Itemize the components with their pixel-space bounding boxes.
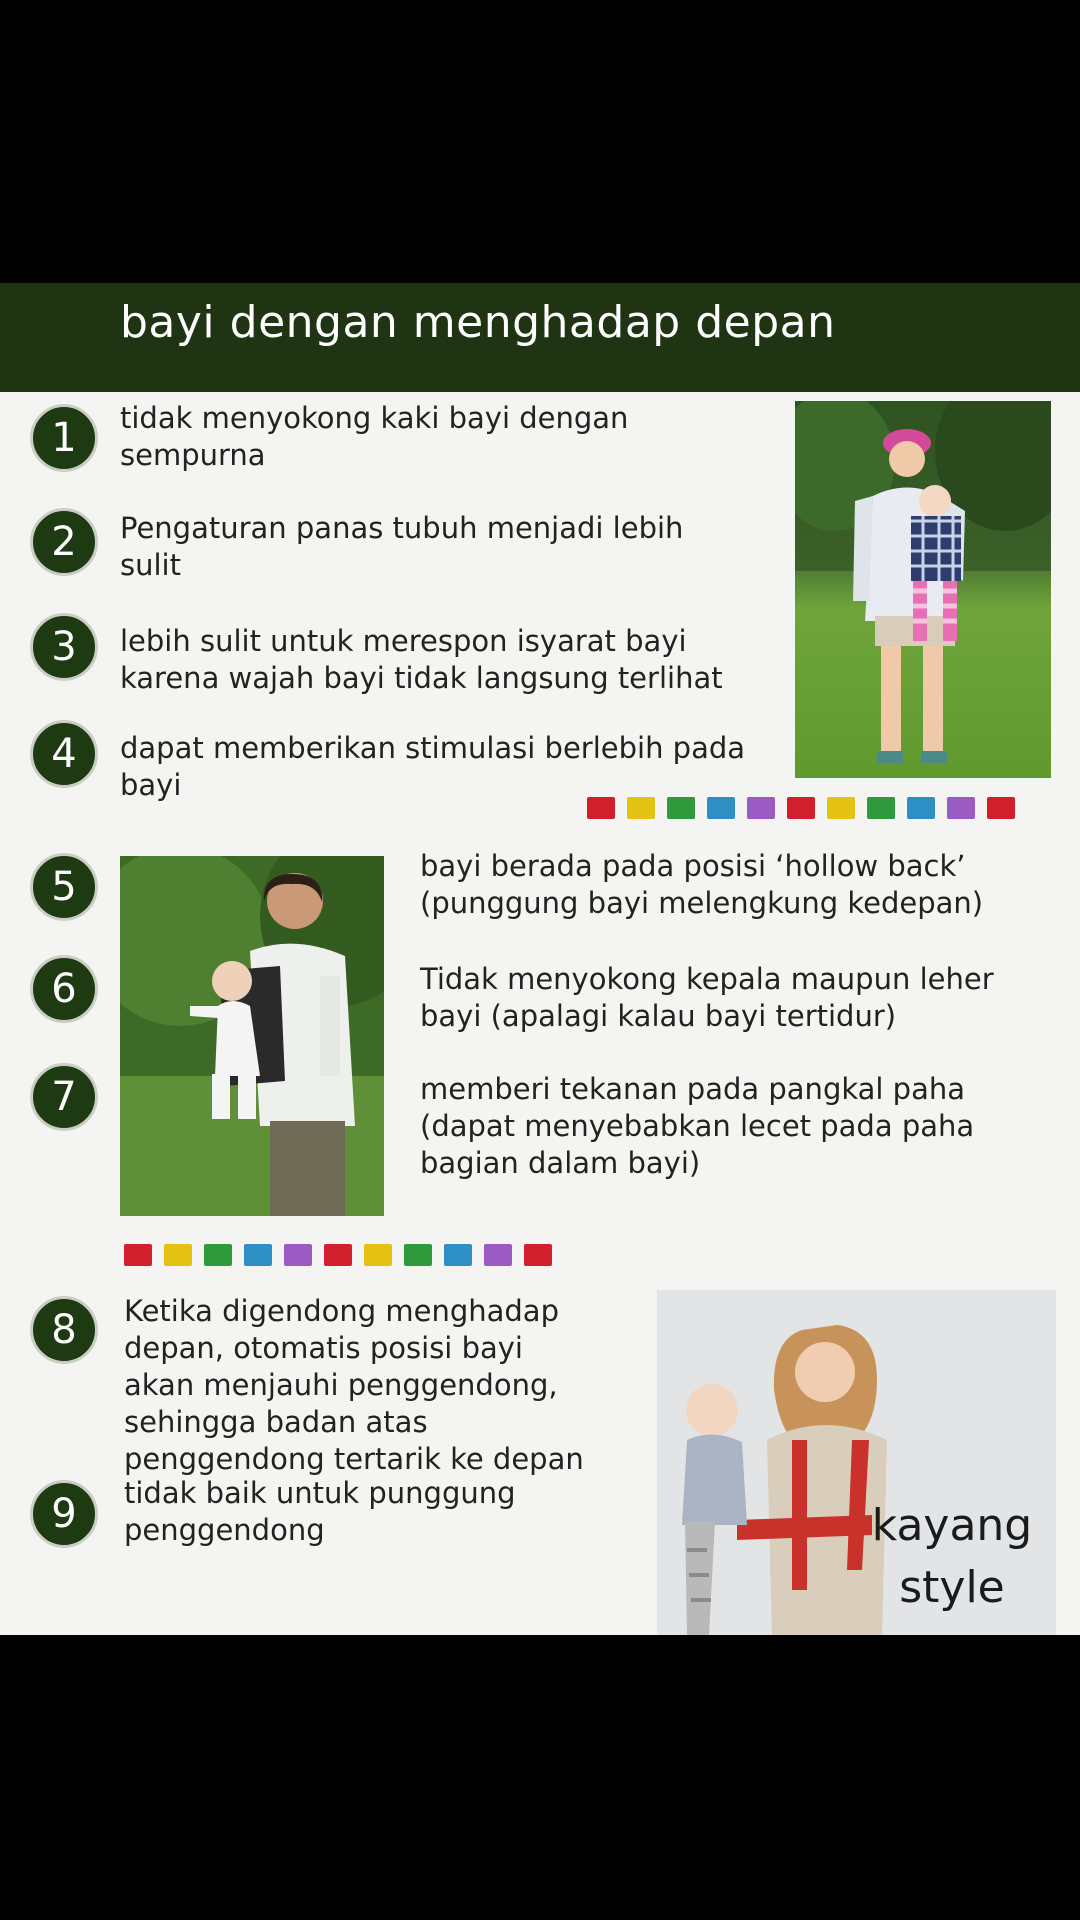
color-divider-1 (587, 797, 1015, 819)
header-bar (0, 283, 1080, 392)
number-badge-8: 8 (30, 1296, 98, 1364)
number-badge-3: 3 (30, 613, 98, 681)
divider-square (587, 797, 615, 819)
item-text-5: bayi berada pada posisi ‘hollow back’ (punggung bayi melengkung kedepan) (420, 849, 984, 920)
divider-square (987, 797, 1015, 819)
divider-square (404, 1244, 432, 1266)
divider-square (284, 1244, 312, 1266)
divider-square (667, 797, 695, 819)
number-badge-2: 2 (30, 508, 98, 576)
photo-kayang-style (657, 1290, 1056, 1635)
kayang-label-line1: kayang (871, 1500, 1033, 1551)
number-badge-9: 9 (30, 1480, 98, 1548)
divider-square (867, 797, 895, 819)
item-text-9: tidak baik untuk punggung penggendong (124, 1476, 516, 1547)
page-title: bayi dengan menghadap depan (120, 297, 836, 348)
number-badge-1: 1 (30, 404, 98, 472)
number-badge-7: 7 (30, 1063, 98, 1131)
divider-square (364, 1244, 392, 1266)
number-badge-5: 5 (30, 853, 98, 921)
divider-square (947, 797, 975, 819)
divider-square (827, 797, 855, 819)
item-text-7: memberi tekanan pada pangkal paha (dapat menyebabkan lecet pada paha bagian dalam bayi) (420, 1072, 975, 1180)
item-text-1: tidak menyokong kaki bayi dengan sempurna (120, 401, 629, 472)
number-badge-6: 6 (30, 955, 98, 1023)
kayang-label-line2: style (899, 1562, 1005, 1613)
divider-square (907, 797, 935, 819)
infographic-card (0, 283, 1080, 1635)
divider-square (524, 1244, 552, 1266)
item-text-6: Tidak menyokong kepala maupun leher bayi (apalagi kalau bayi tertidur) (420, 962, 994, 1033)
photo-mother-front-carry (795, 401, 1051, 778)
divider-square (747, 797, 775, 819)
divider-square (164, 1244, 192, 1266)
item-text-2: Pengaturan panas tubuh menjadi lebih sulit (120, 511, 684, 582)
divider-square (244, 1244, 272, 1266)
item-text-3: lebih sulit untuk merespon isyarat bayi karena wajah bayi tidak langsung terlihat (120, 624, 723, 695)
color-divider-2 (124, 1244, 552, 1266)
number-badge-4: 4 (30, 720, 98, 788)
divider-square (324, 1244, 352, 1266)
divider-square (627, 797, 655, 819)
item-text-4: dapat memberikan stimulasi berlebih pada bayi (120, 731, 746, 802)
divider-square (484, 1244, 512, 1266)
divider-square (787, 797, 815, 819)
divider-square (124, 1244, 152, 1266)
item-text-8: Ketika digendong menghadap depan, otomatis posisi bayi akan menjauhi penggendong, sehingga badan atas penggendong tertarik ke depan (124, 1294, 584, 1476)
divider-square (444, 1244, 472, 1266)
divider-square (707, 797, 735, 819)
photo-father-front-carry (120, 856, 384, 1216)
divider-square (204, 1244, 232, 1266)
